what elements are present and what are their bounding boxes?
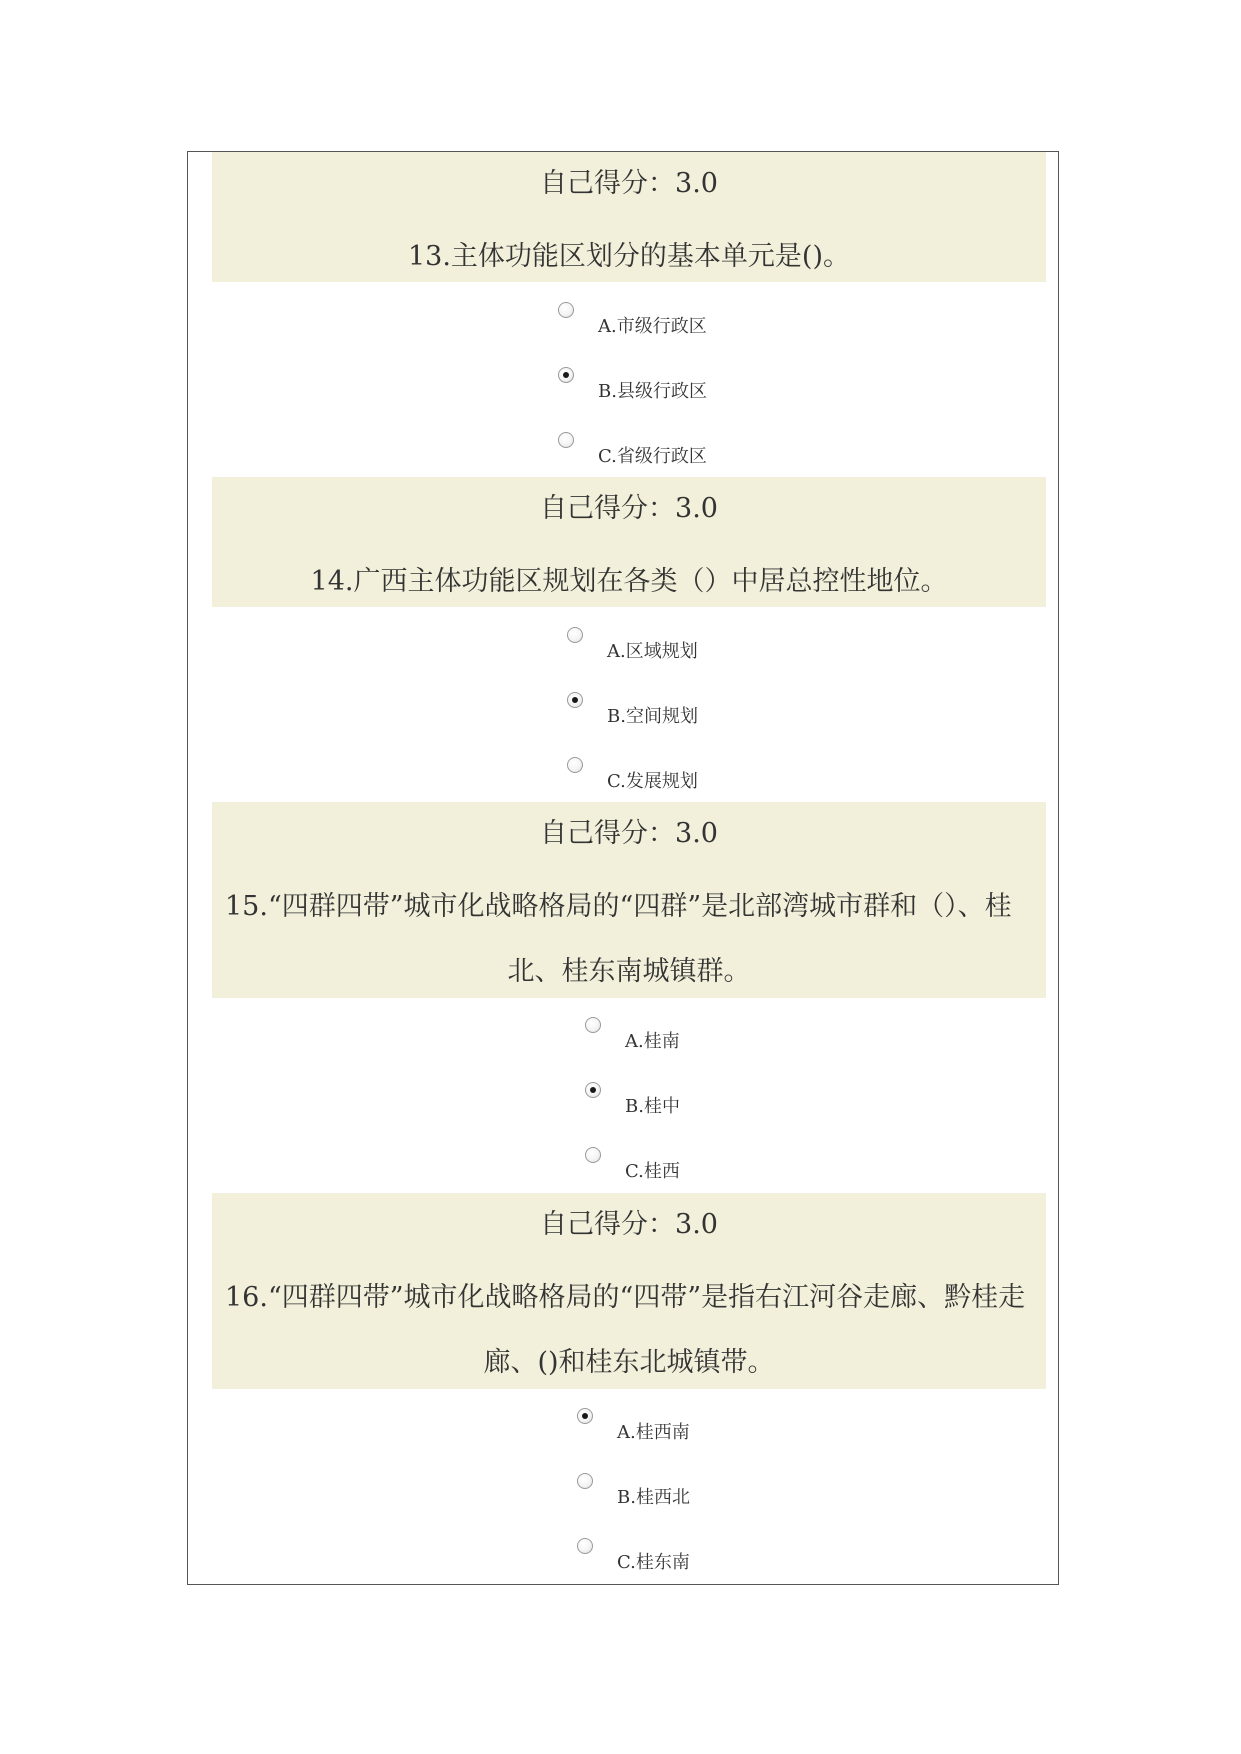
radio-button[interactable] (558, 432, 574, 448)
option-label: A.市级行政区 (598, 316, 707, 337)
radio-button[interactable] (558, 302, 574, 318)
question-text-line: 北、桂东南城镇群。 (507, 956, 751, 987)
option-label: B.桂中 (625, 1096, 680, 1117)
question-text: 13.主体功能区划分的基本单元是()。 (407, 241, 850, 272)
quiz-review-panel (187, 151, 1059, 1585)
question-header (212, 477, 1046, 607)
score-label: 自己得分：3.0 (540, 168, 718, 199)
radio-button[interactable] (567, 757, 583, 773)
question-text-line: 廊、()和桂东北城镇带。 (483, 1347, 775, 1378)
option-label: C.省级行政区 (598, 446, 707, 467)
option-label: C.桂西 (625, 1161, 680, 1182)
score-label: 自己得分：3.0 (540, 493, 718, 524)
radio-button[interactable] (567, 627, 583, 643)
question-text (212, 874, 1046, 998)
radio-button[interactable] (585, 1147, 601, 1163)
option-label: B.空间规划 (607, 706, 698, 727)
radio-button-checked[interactable] (567, 692, 583, 708)
option-label: B.县级行政区 (598, 381, 707, 402)
question-header (212, 152, 1046, 282)
question-header (212, 1193, 1046, 1389)
option-label: A.桂西南 (617, 1422, 690, 1443)
option-label: A.区域规划 (607, 641, 698, 662)
option-label: A.桂南 (625, 1031, 680, 1052)
question-text: 14.广西主体功能区规划在各类（）中居总控性地位。 (310, 566, 948, 597)
option-label: C.桂东南 (617, 1552, 690, 1573)
option-label: B.桂西北 (617, 1487, 690, 1508)
radio-button-checked[interactable] (585, 1082, 601, 1098)
question-text-line: 16.“四群四带”城市化战略格局的“四带”是指右江河谷走廊、黔桂走 (225, 1282, 1026, 1313)
question-header (212, 802, 1046, 998)
radio-button-checked[interactable] (577, 1408, 593, 1424)
score-label: 自己得分：3.0 (540, 818, 718, 849)
score-label: 自己得分：3.0 (540, 1209, 718, 1240)
radio-button[interactable] (585, 1017, 601, 1033)
radio-button[interactable] (577, 1538, 593, 1554)
radio-button[interactable] (577, 1473, 593, 1489)
question-text (212, 1265, 1046, 1389)
question-text-line: 15.“四群四带”城市化战略格局的“四群”是北部湾城市群和（）、桂 (225, 891, 1012, 922)
option-label: C.发展规划 (607, 771, 698, 792)
radio-button-checked[interactable] (558, 367, 574, 383)
